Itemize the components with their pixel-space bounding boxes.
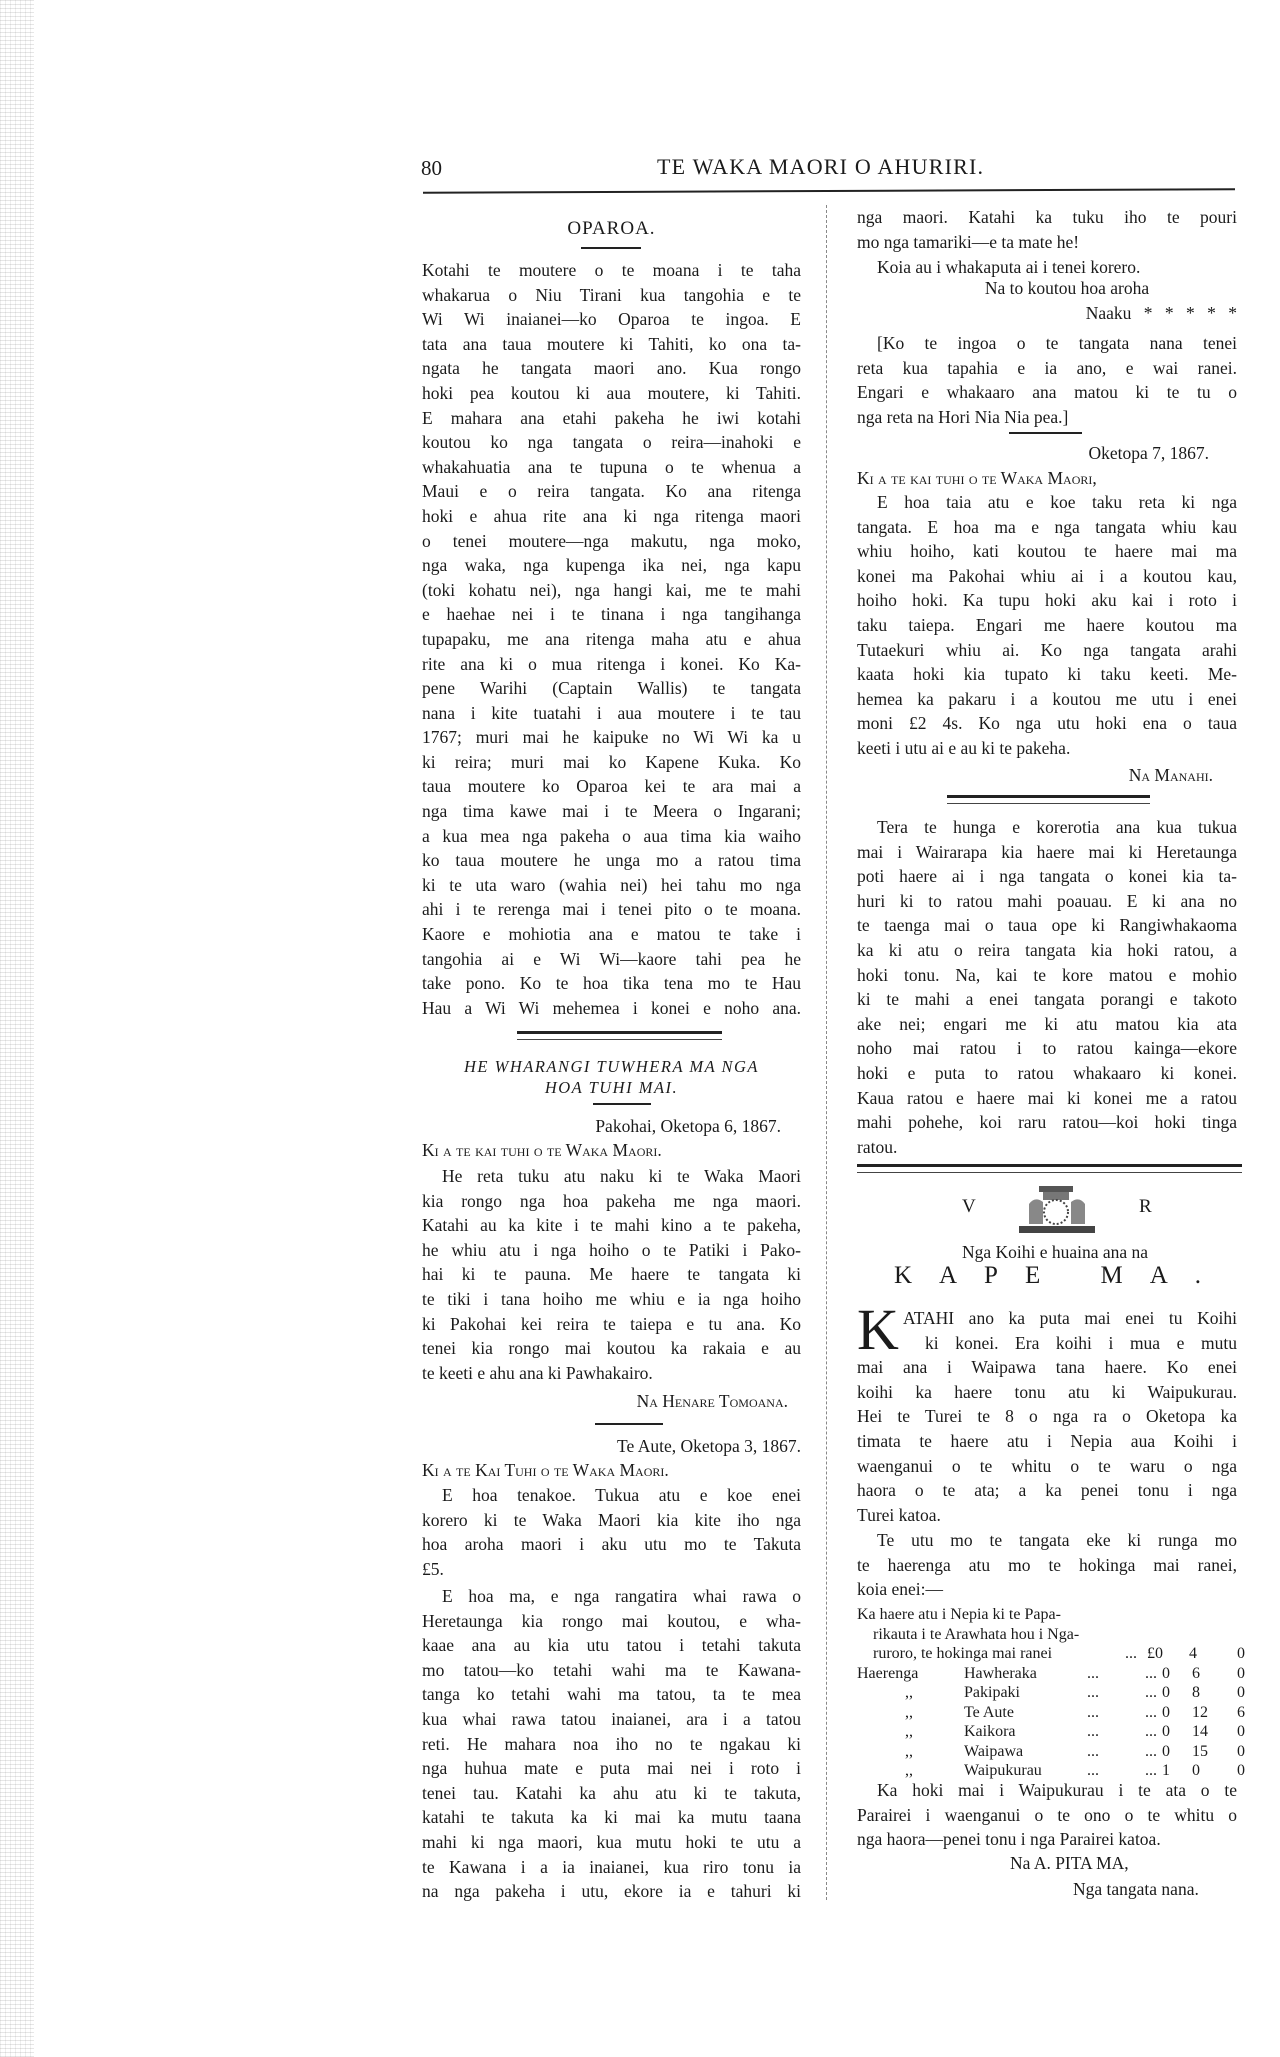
text-line: hoki e ahua rite ana ki nga ritenga maori [422,505,801,526]
text-line: Ka hoki mai i Waipukurau i te ata o te [877,1780,1237,1800]
drop-cap: K [857,1297,899,1362]
text-line: pene Warihi (Captain Wallis) te tangata [422,678,801,699]
advert-title: KAPE MA. [893,1262,1229,1289]
page-number: 80 [421,156,442,180]
text-line: taua moutere ko Oparoa kei te ara mai a [422,776,801,797]
fare-row [857,1683,1245,1703]
section-heading-line: HOA TUHI MAI. [544,1078,679,1097]
fare-dots: ... [1087,1723,1099,1740]
text-line: a kua mea nga pakeha o aua tima kia waiho [422,825,801,846]
text-line: haora o te ata; a ka penei tonu i nga [857,1480,1237,1501]
fare-prefix: ,, [905,1684,913,1701]
fare-l: 1 [1162,1762,1170,1779]
fare-place: Hawheraka [964,1664,1037,1682]
fare-prefix: Haerenga [857,1664,919,1682]
text-line: nga huhua mate e puta mai nei i roto i [422,1758,801,1779]
fare-prefix: ,, [905,1742,913,1760]
letter-date: Pakohai, Oketopa 6, 1867. [595,1116,781,1136]
text-line: mo tatou—ko tetahi wahi ma te Kawana- [422,1659,801,1680]
text-line: tenei kia rongo mai koutou ka rakaia e au [422,1338,801,1359]
text-line: E mahara ana etahi pakeha he iwi kotahi [422,407,801,428]
royal-cipher-r: R [1139,1196,1152,1217]
text-line: tangata. E hoa ma e nga tangata whiu kau [857,516,1237,537]
text-line: Kaua ratou e haere mai ki konei me a ratou [857,1087,1237,1108]
text-line: nana i kite tuatahi i aua moutere i te tau [422,702,801,723]
fare-dots: ... [1087,1703,1099,1721]
text-line: mo nga tamariki—e ta mate he! [857,231,1080,252]
text-line: taku taiepa. Engari me haere koutou ma [857,614,1237,635]
fare-l: 0 [1162,1742,1170,1760]
fare-dots: ... [1145,1742,1157,1760]
text-line: Parairei i waenganui o te ono o te whitu o [857,1804,1237,1825]
fare-dots: ... [1087,1742,1099,1760]
text-line: na nga pakeha i utu, ekore ia e tahuri ki [422,1881,801,1902]
letter-rule [595,1423,663,1425]
news-item [857,815,1237,1159]
fare-d: 0 [1237,1723,1245,1740]
letter-signature: Na Manahi. [1128,765,1213,785]
text-line: hoki e puta to ratou whakaaro ki konei. [857,1062,1237,1083]
text-line: ki reira; muri mai ko Kapene Kuka. Ko [422,751,801,772]
article-title-oparoa: OPAROA. [567,218,656,239]
text-line: ki te uta waro (wahia nei) hei tahu mo nga [422,874,801,895]
fare-s: 14 [1192,1723,1208,1740]
fare-s: 0 [1192,1762,1200,1779]
text-line: ngata he tangata maori ano. Kua rongo [422,358,801,379]
section-double-rule [947,795,1150,804]
route-label: Ka haere atu i Nepia ki te Papa- [857,1606,1061,1623]
text-line: Te utu mo te tangata eke ki runga mo [877,1530,1237,1550]
text-line: reta kua tapahia e ia ano, e wai ranei. [857,357,1237,378]
fare-row [857,1605,1245,1625]
text-line: he whiu atu i nga hoiho o te Patiki i Pako- [422,1239,801,1260]
fare-row [857,1703,1245,1723]
text-line: hemea ka pakaru i a koutou me utu i enei [857,688,1237,709]
text-line: Tutaekuri whiu ai. Ko nga tangata arahi [857,639,1237,660]
text-line: Engari e whakaaro ana matou ki te tu o [857,382,1237,403]
text-line: nga maori. Katahi ka tuku iho te pouri [857,207,1237,227]
text-line: [Ko te ingoa o te tangata nana tenei [877,333,1237,353]
text-line: ki te mahi a enei tangata porangi e takoto [857,989,1237,1010]
text-line: tanga ko tetahi wahi ma tatou, ta te mea [422,1684,801,1705]
letter-closing: Na to koutou hoa aroha [984,278,1150,298]
fare-l: 0 [1162,1703,1170,1721]
text-line: mahi pohehe, koi raru ratou—koi hoki tinga [857,1112,1237,1133]
header-rule [423,188,1235,194]
letter-paragraph [422,1483,801,1581]
fare-pounds: £0 [1147,1645,1163,1662]
scan-margin-noise [0,0,34,2057]
text-line: timata te haere atu i Nepia aua Koihi i [857,1430,1237,1451]
text-line: He reta tuku atu naku ki te Waka Maori [442,1166,801,1186]
royal-coat-of-arms-icon [1015,1184,1099,1236]
text-line: mahi ki nga maori, kua mutu hoki te utu a [422,1831,801,1852]
text-line: kaata hoki kia tupato ki taku keeti. Me- [857,664,1237,685]
text-line: koutou ko nga tangata o reira—inahoki e [422,432,801,453]
fare-pence: 0 [1237,1645,1245,1662]
editorial-note [857,331,1237,429]
text-line: e haehae nei i te tinana i nga tangihanga [422,604,801,625]
fare-prefix: ,, [905,1762,913,1779]
text-line: ake nei; engari me ki atu matou kia ata [857,1013,1237,1034]
text-line: mai i Wairarapa kia haere mai ki Heretaunga [857,841,1237,862]
heading-rule [593,1103,651,1105]
text-line: katahi te takuta ka ki mai ka mutu taana [422,1807,801,1828]
advert-paragraph [857,1306,1237,1527]
letter-date: Te Aute, Oketopa 3, 1867. [617,1436,801,1456]
section-double-rule [517,1031,722,1040]
text-line: Kotahi te moutere o te moana i te taha [422,260,801,280]
text-line: reti. He mahara noa iho no te ngakau ki [422,1733,801,1754]
section-heading [422,1056,801,1098]
text-line: huri ki to ratou mahi poauau. E ki ana no [857,890,1237,911]
text-line: £5. [422,1558,444,1579]
letter-paragraph [857,255,1237,280]
fare-row [857,1625,1245,1645]
text-line: moni £2 4s. Ko nga utu hoki ena o taua [857,713,1237,734]
letter-rule [1009,432,1082,434]
text-line: tata ana taua moutere ki Tahiti, ko ona ta- [422,333,801,354]
text-line: mai ana i Waipawa tana haere. Ko enei [857,1357,1237,1378]
fare-dots: ... [1145,1664,1157,1682]
fare-dots: ... [1087,1664,1099,1682]
fare-row [857,1742,1245,1762]
fare-s: 8 [1192,1684,1200,1701]
text-line: ki Pakohai kei reira te taiepa e tu ana. Ko [422,1313,801,1334]
letter-signature: Na Henare Tomoana. [636,1391,788,1411]
text-line: ko taua moutere he unga mo a ratou tima [422,850,801,871]
text-line: te keeti e ahu ana ki Pawhakairo. [422,1362,653,1383]
fare-row [857,1644,1245,1664]
text-line: nga tima kawe mai i te Meera o Ingarani; [422,801,801,822]
advert-signature-sub: Nga tangata nana. [1073,1879,1199,1899]
letter-body [857,490,1237,761]
text-line: kua whai rawa tatou inaianei, ara i a tatou [422,1708,801,1729]
text-line: ahi i te rerenga mai i tenei pito o te moana. [422,899,801,920]
section-heading-line: HE WHARANGI TUWHERA MA NGA [463,1057,760,1076]
text-line: whiu hoiho, kati koutou te haere mai ma [857,541,1237,562]
text-line: (toki kohatu nei), nga hangi kai, me te mahi [422,579,801,600]
text-line: ki konei. Era koihi i mua e mutu [925,1332,1237,1353]
fare-prefix: ,, [905,1703,913,1721]
letter-signature: Naaku * * * * * [1085,303,1237,323]
text-line: E hoa tenakoe. Tukua atu e koe enei [442,1485,801,1505]
text-line: Katahi au ka kite i te mahi kino a te pakeha, [422,1215,801,1236]
fare-place: Te Aute [964,1703,1014,1721]
text-line: ATAHI ano ka puta mai enei tu Koihi [903,1308,1237,1328]
letter-date: Oketopa 7, 1867. [1088,443,1209,463]
text-line: rite ana ki o mua ritenga i konei. Ko Ka- [422,653,801,674]
fare-dots: ... [1145,1703,1157,1721]
text-line: nga reta na Hori Nia Nia pea.] [857,406,1069,427]
fare-l: 0 [1162,1723,1170,1740]
fare-l: 0 [1162,1664,1170,1682]
fare-row [857,1664,1245,1684]
fare-place: Waipawa [964,1742,1024,1760]
text-line: hoiho hoki. Ka tupu hoki aku kai i roto i [857,590,1237,611]
fare-d: 0 [1237,1742,1245,1760]
text-line: hoki pea koutou ki aua moutere, ki Tahiti. [422,382,801,403]
title-rule [581,247,641,249]
route-label: ruroro, te hokinga mai ranei [873,1645,1053,1662]
fare-dots: ... [1125,1645,1137,1662]
fare-d: 0 [1237,1684,1245,1701]
text-line: Wi Wi inaianei—ko Oparoa te ingoa. E [422,309,801,330]
text-line: Hau a Wi Wi mehemea i konei e noho ana. [422,997,801,1018]
article-body-oparoa [422,258,801,1020]
fare-shillings: 4 [1189,1645,1197,1662]
column-divider [826,205,827,1900]
text-line: E hoa ma, e nga rangatira whai rawa o [442,1586,801,1606]
text-line: korero ki te Waka Maori kia kite iho nga [422,1509,801,1530]
text-line: hoki tonu. Na, kai te kore matou e mohio [857,964,1237,985]
text-line: hai ki te pauna. Me haere te tangata ki [422,1264,801,1285]
advert-paragraph [857,1528,1237,1602]
text-line: take pono. Ko te hoa tika tena mo te Hau [422,973,801,994]
royal-cipher-v: V [962,1196,976,1217]
text-line: kaae ana au kia utu tatou i tetahi takuta [422,1635,801,1656]
text-line: konei ma Pakohai whiu ai i a koutou kau, [857,565,1237,586]
route-label: rikauta i te Arawhata hou i Nga- [873,1625,1080,1643]
advert-subtitle: Nga Koihi e huaina ana na [961,1242,1149,1262]
text-line: Kaore e mohiotia ana e matou te take i [422,924,801,945]
text-line: koihi ka haere tonu atu ki Waipukurau. [857,1381,1237,1402]
letter-paragraph [422,1584,801,1904]
fare-d: 0 [1237,1664,1245,1682]
text-line: poti haere ai i nga tangata o konei kia ta- [857,866,1237,887]
text-line: Tera te hunga e korerotia ana kua tukua [877,817,1237,837]
text-line: nga waka, nga kupenga ika nei, nga kapu [422,555,801,576]
advert-signature: Na A. PITA MA, [1010,1853,1129,1873]
fare-s: 12 [1192,1703,1208,1721]
text-line: Hei te Turei te 8 o nga ra o Oketopa ka [857,1406,1237,1427]
fare-place: Pakipaki [964,1684,1020,1701]
text-line: noho mai ratou i to ratou kainga—ekore [857,1038,1237,1059]
fare-l: 0 [1162,1684,1170,1701]
letter-continuation [857,205,1237,254]
advert-paragraph [857,1778,1237,1852]
fare-dots: ... [1145,1684,1157,1701]
letter-salutation: Ki a te kai tuhi o te Waka Maori. [422,1140,662,1160]
fare-dots: ... [1087,1684,1099,1701]
text-line: Turei katoa. [857,1504,941,1525]
text-line: te haerenga atu mo te hokinga mai ranei, [857,1554,1237,1575]
text-line: whakarua o Niu Tirani kua tangohia e te [422,284,801,305]
fare-d: 0 [1237,1762,1245,1779]
text-line: tangohia ai e Wi Wi—kaore tahi pea he [422,948,801,969]
fare-place: Kaikora [964,1723,1016,1740]
fare-row [857,1722,1245,1742]
text-line: keeti i utu ai e au ki te pakeha. [857,737,1071,758]
text-line: o tenei moutere—nga makutu, nga moko, [422,530,801,551]
text-line: tupapaku, me ana ritenga maha atu e ahua [422,628,801,649]
fare-dots: ... [1145,1723,1157,1740]
fare-table [857,1605,1245,1781]
advert-double-rule [857,1164,1242,1173]
text-line: Heretaunga kia rongo mai koutou, e wha- [422,1610,801,1631]
fare-d: 6 [1237,1703,1245,1721]
text-line: ka ki atu o reira tangata kia hoki ratou, a [857,939,1237,960]
text-line: ratou. [857,1136,898,1157]
text-line: te tiki i tana hoiho me whiu e ia nga hoiho [422,1288,801,1309]
text-line: koia enei:— [857,1579,944,1600]
text-line: nga haora—penei tonu i nga Parairei katoa. [857,1829,1161,1850]
letter-body [422,1164,801,1385]
letter-salutation: Ki a te kai tuhi o te Waka Maori, [857,468,1097,488]
text-line: Koia au i whakaputa ai i tenei korero. [877,257,1141,277]
text-line: tenei tau. Katahi ka ahu atu ki te takuta, [422,1782,801,1803]
text-line: te taenga mai o taua ope ki Rangiwhakaoma [857,915,1237,936]
text-line: hoa aroha maori i aku utu mo te Takuta [422,1534,801,1555]
text-line: waenganui o te whitu o te waru o nga [857,1455,1237,1476]
fare-place: Waipukurau [964,1762,1042,1779]
text-line: 1767; muri mai he kaipuke no Wi Wi ka u [422,727,801,748]
text-line: te Kawana i a ia inaianei, kua riro tonu ia [422,1856,801,1877]
text-line: E hoa taia atu e koe taku reta ki nga [877,492,1237,512]
letter-salutation: Ki a te Kai Tuhi o te Waka Maori. [422,1460,669,1480]
newspaper-title: TE WAKA MAORI O AHURIRI. [657,154,985,179]
fare-prefix: ,, [905,1723,913,1740]
fare-dots: ... [1145,1762,1157,1779]
fare-s: 6 [1192,1664,1200,1682]
fare-dots: ... [1087,1762,1099,1779]
text-line: Maui e o reira tangata. Ko ana ritenga [422,481,801,502]
fare-s: 15 [1192,1742,1208,1760]
text-line: kia rongo nga hoa pakeha me nga maori. [422,1190,801,1211]
text-line: whakahuatia ana te tupuna o te whenua a [422,456,801,477]
